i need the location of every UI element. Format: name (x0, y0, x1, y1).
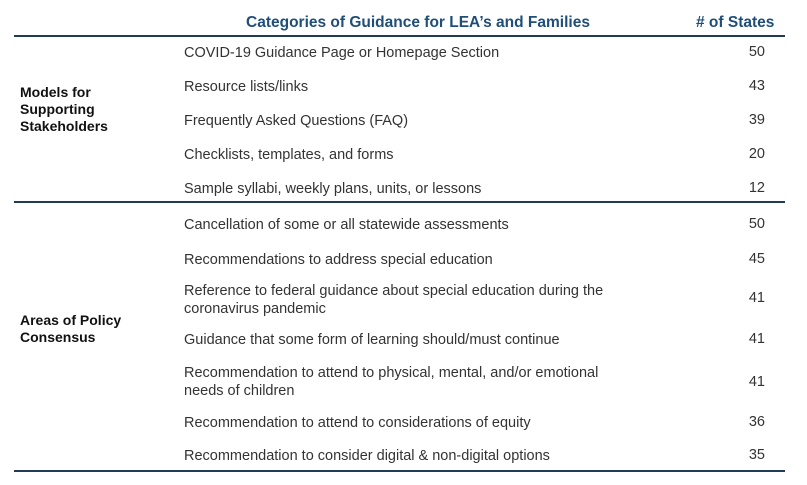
table-row-value: 36 (748, 414, 765, 430)
table-row-label: Sample syllabi, weekly plans, units, or lessons (184, 181, 482, 197)
table-row-value: 12 (748, 180, 765, 196)
table-row-value: 35 (748, 447, 765, 463)
table-row-label: Cancellation of some or all statewide assessments (184, 217, 509, 233)
header-rule (14, 35, 785, 37)
table-row-value: 20 (748, 146, 765, 162)
column-header-count: # of States (696, 14, 775, 31)
table-row-value: 45 (748, 251, 765, 267)
group-label-policy: Areas of Policy Consensus (20, 312, 122, 345)
table-row-label: Frequently Asked Questions (FAQ) (184, 113, 409, 129)
table-row-value: 43 (748, 78, 765, 94)
table-row-label: Recommendation to attend to physical, mental, and/or emotional needs of children (184, 365, 599, 399)
table-bottom-rule (14, 470, 785, 472)
table-row-label: COVID-19 Guidance Page or Homepage Section (184, 45, 500, 61)
table-row-label: Guidance that some form of learning should/must continue (184, 332, 560, 348)
table-row-value: 41 (748, 290, 765, 306)
table-row-value: 50 (748, 44, 765, 60)
table-row-label: Checklists, templates, and forms (184, 147, 394, 163)
table-row-label: Recommendation to consider digital & non-digital options (184, 448, 550, 464)
group-label-models: Models for Supporting Stakeholders (20, 84, 108, 134)
table-row-label: Recommendation to attend to considerations of equity (184, 415, 531, 431)
table-row-value: 50 (748, 216, 765, 232)
table-row-value: 39 (748, 112, 765, 128)
table-row-value: 41 (748, 331, 765, 347)
table-row-value: 41 (748, 374, 765, 390)
column-header-category: Categories of Guidance for LEA’s and Families (246, 14, 590, 31)
table-row-label: Reference to federal guidance about special education during the coronavirus pandemic (184, 283, 604, 317)
table-row-label: Recommendations to address special education (184, 252, 493, 268)
group-divider (14, 201, 785, 203)
table-row-label: Resource lists/links (184, 79, 309, 95)
